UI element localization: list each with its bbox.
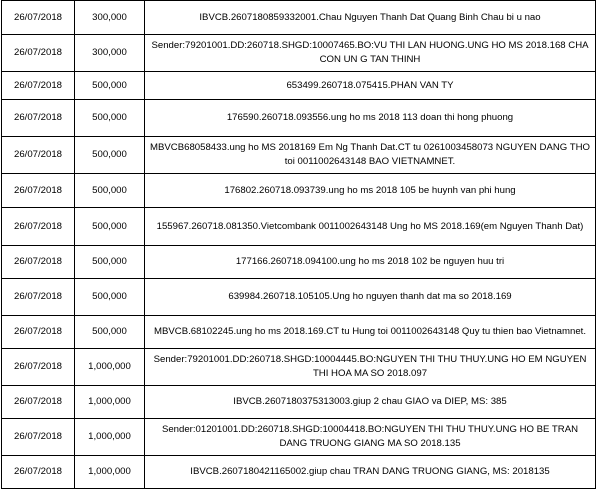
description-cell: 176590.260718.093556.ung ho ms 2018 113 doan thi hong phuong — [145, 100, 596, 137]
date-cell: 26/07/2018 — [2, 386, 75, 419]
table-row — [2, 316, 596, 349]
amount-cell: 500,000 — [75, 279, 145, 316]
date-cell: 26/07/2018 — [2, 208, 75, 246]
date-cell: 26/07/2018 — [2, 35, 75, 72]
table-row — [2, 386, 596, 419]
description-cell: 653499.260718.075415.PHAN VAN TY — [145, 72, 596, 100]
amount-cell: 300,000 — [75, 35, 145, 72]
description-cell: IBVCB.2607180375313003.giup 2 chau GIAO va DIEP, MS: 385 — [145, 386, 596, 419]
description-cell: Sender:01201001.DD:260718.SHGD:10004418.BO:NGUYEN THI THU THUY.UNG HO BE TRAN DANG TRUONG GIANG MA SO 2018.135 — [145, 419, 596, 456]
description-cell: MBVCB.68102245.ung ho ms 2018.169.CT tu Hung toi 0011002643148 Quy tu thien bao Vietnamnet. — [145, 316, 596, 349]
table-row — [2, 349, 596, 386]
description-cell: 639984.260718.105105.Ung ho nguyen thanh dat ma so 2018.169 — [145, 279, 596, 316]
date-cell: 26/07/2018 — [2, 100, 75, 137]
amount-cell: 300,000 — [75, 1, 145, 35]
table-row — [2, 35, 596, 72]
date-cell: 26/07/2018 — [2, 316, 75, 349]
date-cell: 26/07/2018 — [2, 349, 75, 386]
description-cell: Sender:79201001.DD:260718.SHGD:10007465.BO:VU THI LAN HUONG.UNG HO MS 2018.168 CHA CON UN G TAN THINH — [145, 35, 596, 72]
date-cell: 26/07/2018 — [2, 419, 75, 456]
donation-ledger-table — [1, 0, 596, 489]
date-cell: 26/07/2018 — [2, 174, 75, 208]
amount-cell: 1,000,000 — [75, 386, 145, 419]
table-row — [2, 208, 596, 246]
amount-cell: 500,000 — [75, 137, 145, 174]
amount-cell: 1,000,000 — [75, 419, 145, 456]
amount-cell: 500,000 — [75, 246, 145, 279]
description-cell: 177166.260718.094100.ung ho ms 2018 102 be nguyen huu tri — [145, 246, 596, 279]
amount-cell: 500,000 — [75, 100, 145, 137]
description-cell: Sender:79201001.DD:260718.SHGD:10004445.BO:NGUYEN THI THU THUY.UNG HO EM NGUYEN THI HOA MA SO 2018.097 — [145, 349, 596, 386]
table-row — [2, 279, 596, 316]
date-cell: 26/07/2018 — [2, 456, 75, 489]
amount-cell: 1,000,000 — [75, 456, 145, 489]
description-cell: 176802.260718.093739.ung ho ms 2018 105 be huynh van phi hung — [145, 174, 596, 208]
date-cell: 26/07/2018 — [2, 137, 75, 174]
table-row — [2, 137, 596, 174]
amount-cell: 500,000 — [75, 208, 145, 246]
description-cell: 155967.260718.081350.Vietcombank 0011002643148 Ung ho MS 2018.169(em Nguyen Thanh Dat) — [145, 208, 596, 246]
table-row — [2, 456, 596, 489]
amount-cell: 500,000 — [75, 72, 145, 100]
date-cell: 26/07/2018 — [2, 1, 75, 35]
table-row — [2, 1, 596, 35]
description-cell: IBVCB.2607180859332001.Chau Nguyen Thanh Dat Quang Binh Chau bi u nao — [145, 1, 596, 35]
amount-cell: 500,000 — [75, 316, 145, 349]
table-row — [2, 246, 596, 279]
table-row — [2, 174, 596, 208]
amount-cell: 500,000 — [75, 174, 145, 208]
table-row — [2, 72, 596, 100]
date-cell: 26/07/2018 — [2, 279, 75, 316]
date-cell: 26/07/2018 — [2, 72, 75, 100]
date-cell: 26/07/2018 — [2, 246, 75, 279]
description-cell: IBVCB.2607180421165002.giup chau TRAN DANG TRUONG GIANG, MS: 2018135 — [145, 456, 596, 489]
description-cell: MBVCB68058433.ung ho MS 2018169 Em Ng Thanh Dat.CT tu 0261003458073 NGUYEN DANG THO toi 0011002643148 BAO VIETNAMNET. — [145, 137, 596, 174]
table-row — [2, 100, 596, 137]
table-row — [2, 419, 596, 456]
amount-cell: 1,000,000 — [75, 349, 145, 386]
